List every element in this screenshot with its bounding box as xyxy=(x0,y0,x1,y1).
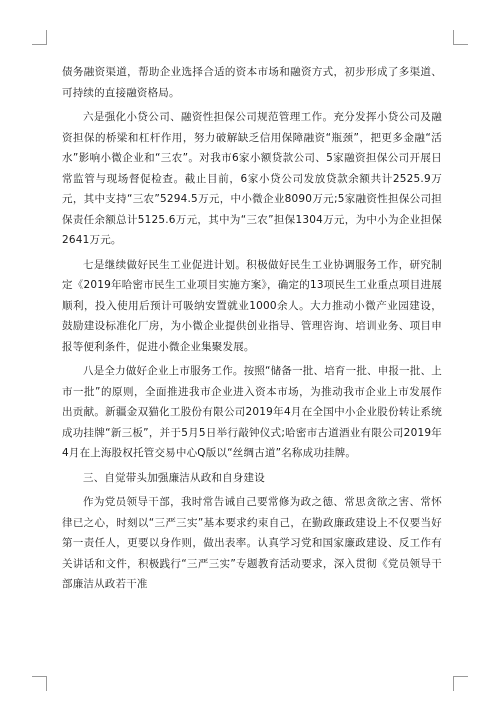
paragraph-debt-financing: 债务融资渠道，帮助企业选择合适的资本市场和融资方式，初步形成了多渠道、可持续的直接融资格局。 xyxy=(62,66,442,99)
crop-mark-bottom-left xyxy=(32,676,47,691)
document-body xyxy=(62,62,442,599)
paragraph-leader-integrity: 作为党员领导干部，我时常告诫自己要常修为政之德、常思贪欲之害、常怀律已之心，时刻以“三严三实”基本要求约束自己，在勤政廉政建设上不仅要当好第一责任人，更要以身作则，做出表率。认真学习党和国家廉政建设、反工作有关讲话和文件，积极践行“三严三实”专题教育活动要求，深入贯彻《党员领导干部廉洁从政若干准 xyxy=(62,496,442,590)
paragraph-seven-industry: 七是继续做好民生工业促进计划。积极做好民生工业协调服务工作，研究制定《2019年哈密市民生工业项目实施方案》，确定的13项民生工业重点项目进展顺利，投入使用后预计可吸纳安置就业1000余人。大力推动小微产业园建设，鼓励建设标准化厂房，为小微企业提供创业指导、管理咨询、培训业务、项目申报等便利条件，促进小微企业集聚发展。 xyxy=(62,258,442,353)
crop-mark-top-right xyxy=(453,30,468,45)
section-heading-integrity: 三、自觉带头加强廉洁从政和自身建设 xyxy=(83,471,265,484)
paragraph-eight-listing: 八是全力做好企业上市服务工作。按照“储备一批、培育一批、申报一批、上市一批”的原则，全面推进我市企业进入资本市场，为推动我市企业上市发展作出贡献。新疆金双猫化工股份有限公司2019年4月在全国中小企业股份转让系统成功挂牌“新三板”，并于5月5日举行敲钟仪式;哈密市古道酒业有限公司2019年4月在上海股权托管交易中心Q版以“丝绸古道”名称成功挂牌。 xyxy=(62,365,442,459)
paragraph-six-loan-guarantee: 六是强化小贷公司、融资性担保公司规范管理工作。充分发挥小贷公司及融资担保的桥梁和杠杆作用，努力破解缺乏信用保障融资“瓶颈”，把更多金融“活水”影响小微企业和“三农”。对我市6家小额贷款公司、5家融资担保公司开展日常监管与现场督促检查。截止目前，6家小贷公司发放贷款余额共计2525.9万元，其中支持“三农”5294.5万元，中小微企业8090万元;5家融资性担保公司担保责任余额总计5125.6万元，其中为“三农”担保1304万元，为中小为企业担保2641万元。 xyxy=(62,111,442,246)
crop-mark-top-left xyxy=(32,30,47,45)
crop-mark-bottom-right xyxy=(453,676,468,691)
